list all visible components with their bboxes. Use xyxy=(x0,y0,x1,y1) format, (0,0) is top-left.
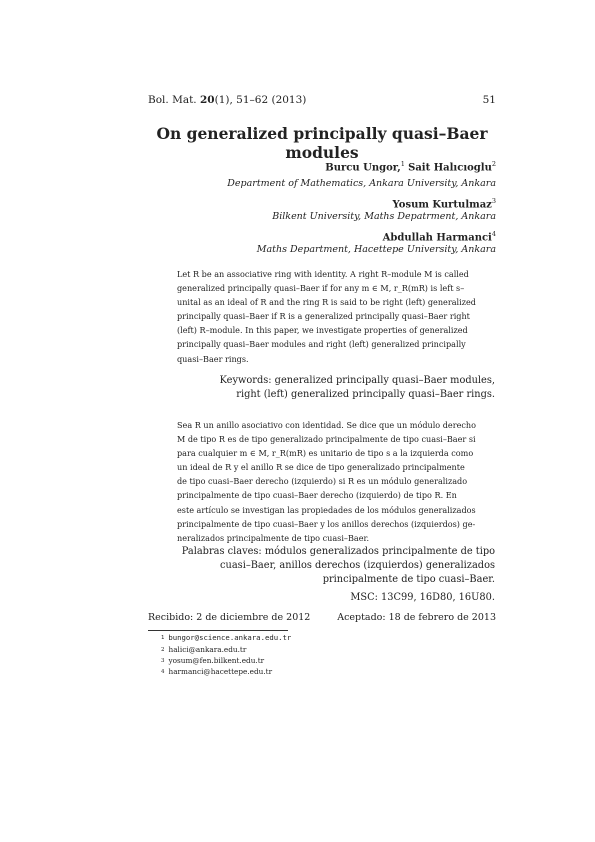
footnote-rule xyxy=(148,630,288,631)
footnote-4: $^4$ harmanci@hacettepe.edu.tr xyxy=(161,667,273,676)
affiliation-3: Maths Department, Hacettepe University, Ankara xyxy=(256,244,496,255)
received-date: Recibido: 2 de diciembre de 2012 xyxy=(148,612,311,623)
paper-title: On generalized principally quasi–Baer modules xyxy=(156,124,488,162)
author-name: Yosum Kurtulmaz xyxy=(392,199,492,211)
msc-codes: MSC: 13C99, 16D80, 16U80. xyxy=(350,592,495,603)
page-number: 51 xyxy=(482,94,496,106)
footnote-3: $^3$ yosum@fen.bilkent.edu.tr xyxy=(161,656,265,665)
author-line-3: Abdullah Harmanci$^4$ xyxy=(382,230,496,244)
author-name: Sait Halıcıoglu xyxy=(408,162,492,174)
journal-volume: 20 xyxy=(199,94,215,106)
author-name: Abdullah Harmanci xyxy=(382,232,492,244)
affiliation-1: Department of Mathematics, Ankara University, Ankara xyxy=(227,178,496,189)
journal-name: Bol. Mat. xyxy=(148,94,197,106)
keywords-spanish: Palabras claves: módulos generalizados principalmente de tipo cuasi–Baer, anillos derechos (izquierdos) generalizados principalmente de tipo cuasi–Baer. xyxy=(181,546,495,585)
dates-line xyxy=(148,612,496,623)
accepted-date: Aceptado: 18 de febrero de 2013 xyxy=(337,612,496,623)
footnote-1: $^1$ bungor@science.ankara.edu.tr xyxy=(161,633,292,642)
running-header xyxy=(148,94,496,106)
keywords-english: Keywords: generalized principally quasi–Baer modules, right (left) generalized principally quasi–Baer rings. xyxy=(219,375,495,400)
journal-issue-pages: (1), 51–62 (2013) xyxy=(214,94,307,106)
author-name: Burcu Ungor, xyxy=(325,162,401,174)
affiliation-2: Bilkent University, Maths Depatrment, Ankara xyxy=(272,211,496,222)
footnote-2: $^2$ halici@ankara.edu.tr xyxy=(161,645,247,654)
abstract-english: Let R be an associative ring with identity. A right R–module M is called generalized principally quasi–Baer if for any m ∈ M, r_R(mR) is left s– unital as an ideal of R and the ring R is said to be right (left) generalized principally quasi–Baer if R is a generalized principally quasi–Baer right (left) R–module. In this paper, we investigate properties of generalized principally quasi–Baer modules and right (left) generalized principally quasi–Baer rings. xyxy=(177,269,476,364)
abstract-spanish: Sea R un anillo asociativo con identidad. Se dice que un módulo derecho M de tipo R es de tipo generalizado principalmente de tipo cuasi–Baer si para cualquier m ∈ M, r_R(mR) es unitario de tipo s a la izquierda como un ideal de R y el anillo R se dice de tipo generalizado principalmente de tipo cuasi–Baer derecho (izquierdo) si R es un módulo generalizado principalmente de tipo cuasi–Baer derecho (izquierdo) de tipo R. En este artículo se investigan las propiedades de los módulos generalizados principalmente de tipo cuasi–Baer y los anillos derechos (izquierdos) ge- neralizados principalmente de tipo cuasi–Baer. xyxy=(177,420,476,543)
author-line-2: Yosum Kurtulmaz$^3$ xyxy=(392,197,496,211)
author-line-1: Burcu Ungor,$^1$ Sait Halıcıoglu$^2$ xyxy=(325,160,496,174)
